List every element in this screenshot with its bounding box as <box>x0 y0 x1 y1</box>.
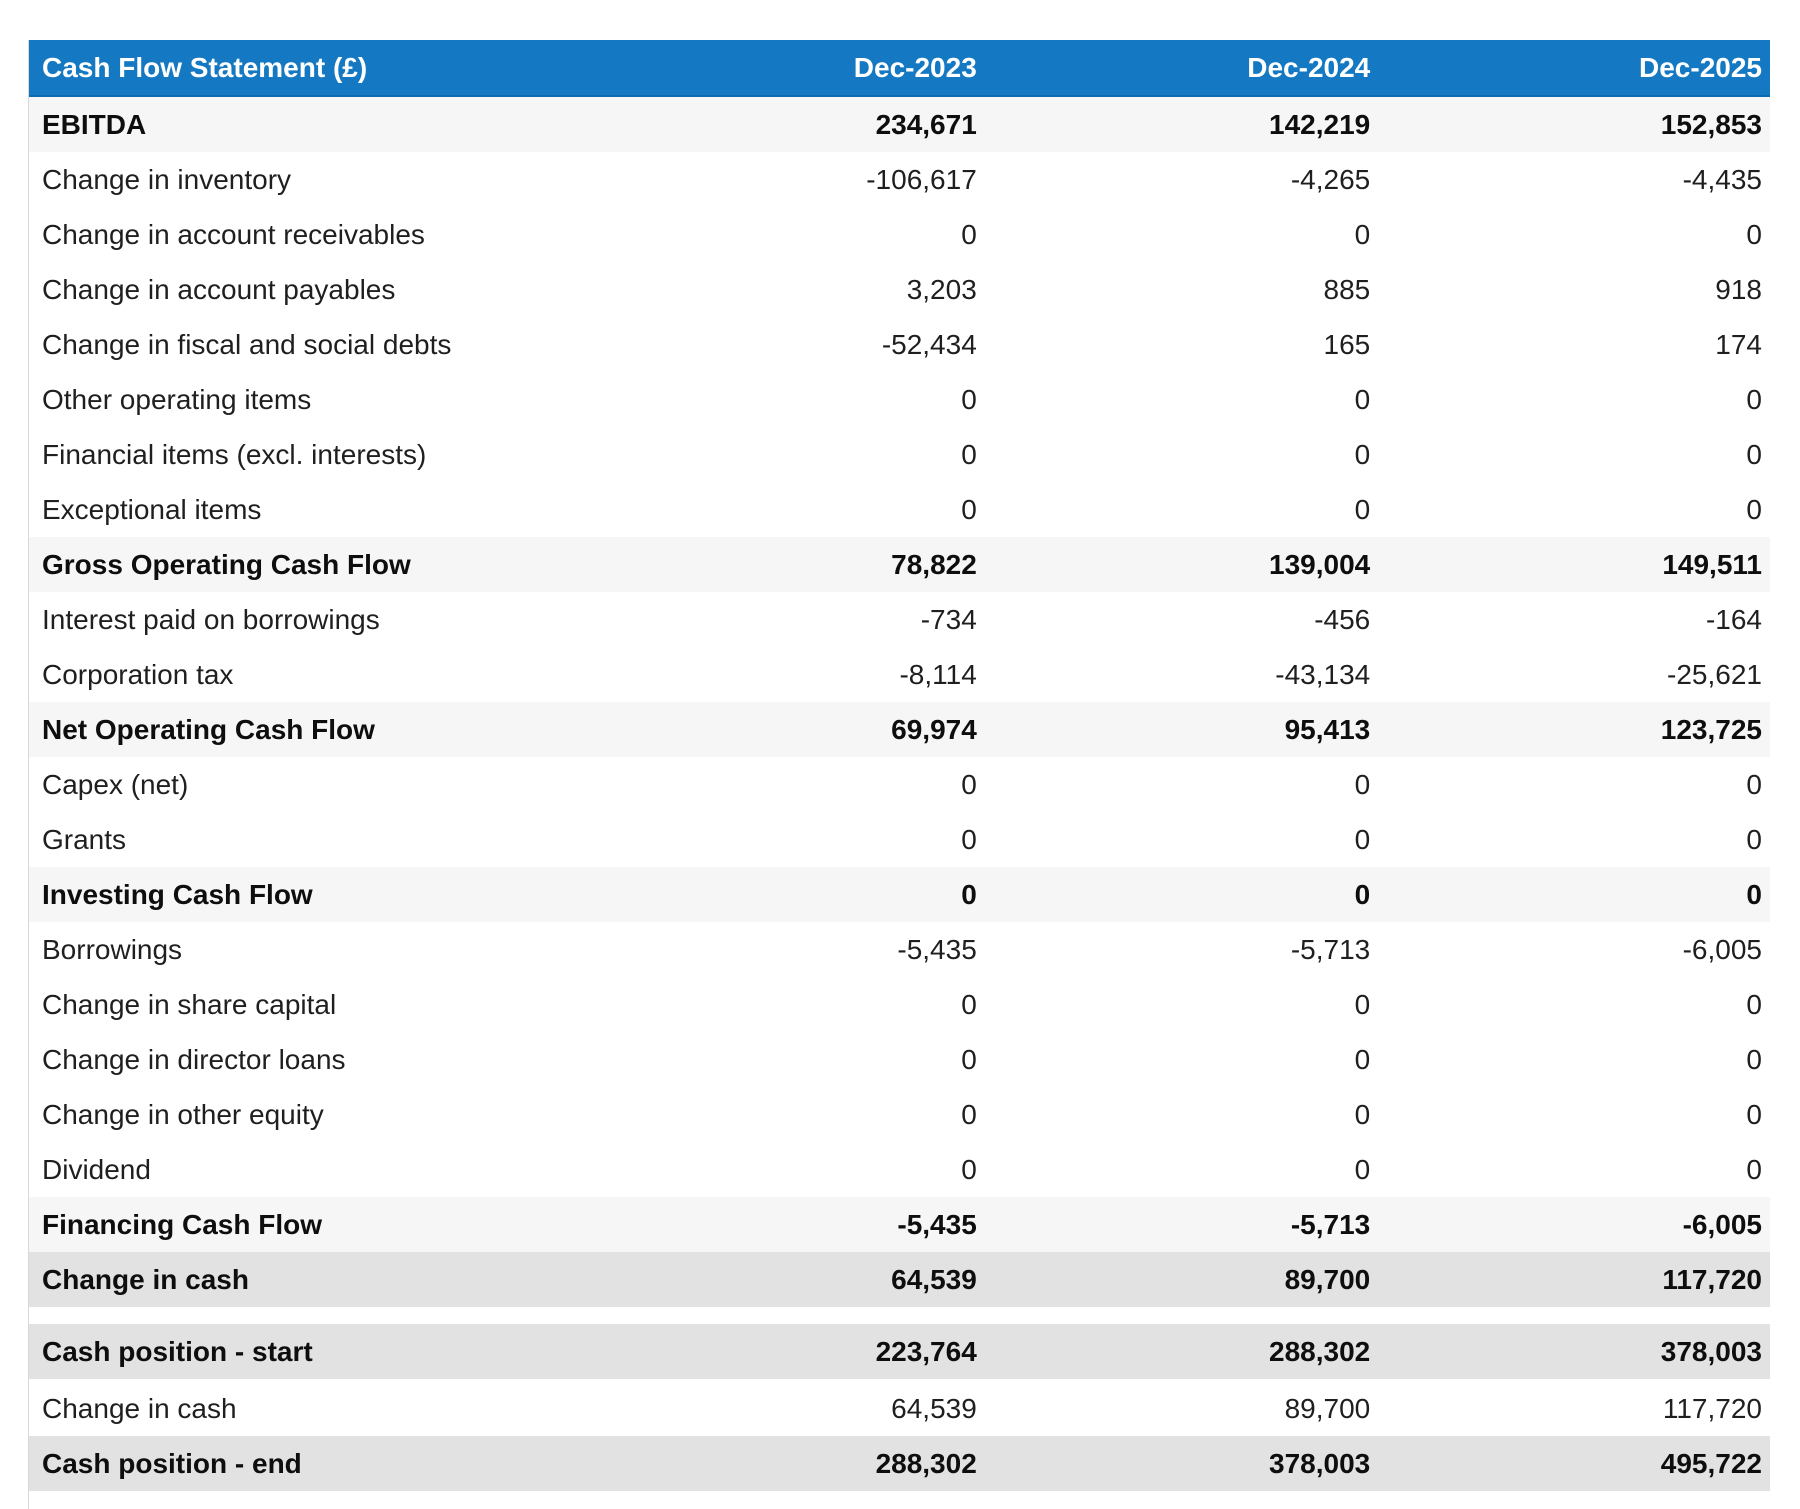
cell-value: 223,764 <box>591 1324 984 1380</box>
cell-value: 0 <box>1378 1142 1770 1197</box>
row-label: Change in director loans <box>29 1032 591 1087</box>
cell-value: 149,511 <box>1378 537 1770 592</box>
row-label: Financing Cash Flow <box>29 1197 591 1252</box>
cell-value: 0 <box>1378 427 1770 482</box>
cell-value: 234,671 <box>591 96 984 152</box>
cell-value: 0 <box>985 1087 1378 1142</box>
spacer-cell <box>29 1308 1770 1324</box>
cash-flow-table-container <box>28 40 1770 1509</box>
row-label: Change in account payables <box>29 262 591 317</box>
cell-value: 117,720 <box>1378 1380 1770 1436</box>
cell-value: 378,003 <box>985 1436 1378 1492</box>
cell-value: 95,413 <box>985 702 1378 757</box>
table-row <box>29 262 1770 317</box>
cell-value: -52,434 <box>591 317 984 372</box>
cell-value: 152,853 <box>1378 96 1770 152</box>
cell-value: -6,005 <box>1378 922 1770 977</box>
column-header-dec-2023: Dec-2023 <box>591 40 984 96</box>
cell-value: -4,265 <box>985 152 1378 207</box>
table-row <box>29 1380 1770 1436</box>
cell-value: 0 <box>591 867 984 922</box>
cell-value: -5,435 <box>591 922 984 977</box>
cell-value: 495,722 <box>1378 1436 1770 1492</box>
table-row <box>29 207 1770 262</box>
row-label: Change in account receivables <box>29 207 591 262</box>
cell-value: 89,700 <box>985 1380 1378 1436</box>
cell-value: 0 <box>985 977 1378 1032</box>
row-label: Cash position - end <box>29 1436 591 1492</box>
cell-value: 0 <box>591 207 984 262</box>
cell-value: 165 <box>985 317 1378 372</box>
cell-value: -5,713 <box>985 922 1378 977</box>
table-row <box>29 812 1770 867</box>
cell-value: 139,004 <box>985 537 1378 592</box>
header-row <box>29 40 1770 96</box>
row-label: Gross Operating Cash Flow <box>29 537 591 592</box>
table-row <box>29 1087 1770 1142</box>
row-label: Capex (net) <box>29 757 591 812</box>
table-row <box>29 1142 1770 1197</box>
cell-value: 0 <box>1378 482 1770 537</box>
table-row <box>29 1324 1770 1380</box>
cell-value: 918 <box>1378 262 1770 317</box>
row-label: Change in inventory <box>29 152 591 207</box>
cell-value: 78,822 <box>591 537 984 592</box>
table-row <box>29 702 1770 757</box>
cell-value: -5,435 <box>591 1197 984 1252</box>
cell-value: 0 <box>591 427 984 482</box>
table-header <box>29 40 1770 96</box>
table-row <box>29 96 1770 152</box>
cell-value: 0 <box>591 1142 984 1197</box>
cell-value: 0 <box>1378 867 1770 922</box>
table-row <box>29 922 1770 977</box>
cell-value: 0 <box>1378 977 1770 1032</box>
table-row <box>29 537 1770 592</box>
cell-value: -164 <box>1378 592 1770 647</box>
table-title: Cash Flow Statement (£) <box>29 40 591 96</box>
cell-value: 0 <box>591 812 984 867</box>
table-row <box>29 152 1770 207</box>
table-body <box>29 96 1770 1492</box>
row-label: Change in cash <box>29 1252 591 1308</box>
table-row <box>29 977 1770 1032</box>
table-row <box>29 1252 1770 1308</box>
table-row <box>29 1436 1770 1492</box>
cell-value: 885 <box>985 262 1378 317</box>
table-row <box>29 1197 1770 1252</box>
row-label: Investing Cash Flow <box>29 867 591 922</box>
row-label: Other operating items <box>29 372 591 427</box>
cell-value: -734 <box>591 592 984 647</box>
spacer-row <box>29 1308 1770 1324</box>
cell-value: 0 <box>1378 812 1770 867</box>
cell-value: 0 <box>591 1032 984 1087</box>
row-label: Financial items (excl. interests) <box>29 427 591 482</box>
row-label: Interest paid on borrowings <box>29 592 591 647</box>
cell-value: 0 <box>985 1142 1378 1197</box>
cell-value: -43,134 <box>985 647 1378 702</box>
cell-value: 64,539 <box>591 1380 984 1436</box>
cell-value: 0 <box>591 1087 984 1142</box>
row-label: Cash position - start <box>29 1324 591 1380</box>
cell-value: 0 <box>1378 1032 1770 1087</box>
row-label: Exceptional items <box>29 482 591 537</box>
cell-value: 0 <box>985 867 1378 922</box>
row-label: Change in other equity <box>29 1087 591 1142</box>
cell-value: 378,003 <box>1378 1324 1770 1380</box>
cell-value: 0 <box>985 372 1378 427</box>
cell-value: -8,114 <box>591 647 984 702</box>
column-header-dec-2024: Dec-2024 <box>985 40 1378 96</box>
cell-value: 0 <box>985 207 1378 262</box>
cell-value: 288,302 <box>591 1436 984 1492</box>
cell-value: 0 <box>591 977 984 1032</box>
table-row <box>29 482 1770 537</box>
row-label: Grants <box>29 812 591 867</box>
table-row <box>29 757 1770 812</box>
cell-value: 0 <box>1378 757 1770 812</box>
cell-value: 0 <box>985 482 1378 537</box>
row-label: Corporation tax <box>29 647 591 702</box>
row-label: EBITDA <box>29 96 591 152</box>
cell-value: -456 <box>985 592 1378 647</box>
table-row <box>29 647 1770 702</box>
cell-value: 3,203 <box>591 262 984 317</box>
table-row <box>29 317 1770 372</box>
cell-value: 0 <box>591 757 984 812</box>
cell-value: 69,974 <box>591 702 984 757</box>
cell-value: 0 <box>591 482 984 537</box>
row-label: Dividend <box>29 1142 591 1197</box>
table-row <box>29 592 1770 647</box>
cell-value: 142,219 <box>985 96 1378 152</box>
column-header-dec-2025: Dec-2025 <box>1378 40 1770 96</box>
row-label: Change in cash <box>29 1380 591 1436</box>
cash-flow-table <box>29 40 1770 1493</box>
table-row <box>29 427 1770 482</box>
cell-value: 0 <box>985 812 1378 867</box>
row-label: Borrowings <box>29 922 591 977</box>
cell-value: -4,435 <box>1378 152 1770 207</box>
cell-value: 174 <box>1378 317 1770 372</box>
row-label: Change in share capital <box>29 977 591 1032</box>
table-row <box>29 867 1770 922</box>
cell-value: 0 <box>1378 1087 1770 1142</box>
table-row <box>29 1032 1770 1087</box>
cell-value: 0 <box>1378 372 1770 427</box>
cell-value: 89,700 <box>985 1252 1378 1308</box>
cell-value: 64,539 <box>591 1252 984 1308</box>
cell-value: -6,005 <box>1378 1197 1770 1252</box>
cell-value: 0 <box>591 372 984 427</box>
cell-value: 123,725 <box>1378 702 1770 757</box>
cell-value: 0 <box>985 427 1378 482</box>
row-label: Net Operating Cash Flow <box>29 702 591 757</box>
cell-value: -106,617 <box>591 152 984 207</box>
cell-value: 117,720 <box>1378 1252 1770 1308</box>
cell-value: 0 <box>985 1032 1378 1087</box>
row-label: Change in fiscal and social debts <box>29 317 591 372</box>
cell-value: 288,302 <box>985 1324 1378 1380</box>
table-row <box>29 372 1770 427</box>
cell-value: 0 <box>1378 207 1770 262</box>
cell-value: -5,713 <box>985 1197 1378 1252</box>
cell-value: 0 <box>985 757 1378 812</box>
cell-value: -25,621 <box>1378 647 1770 702</box>
